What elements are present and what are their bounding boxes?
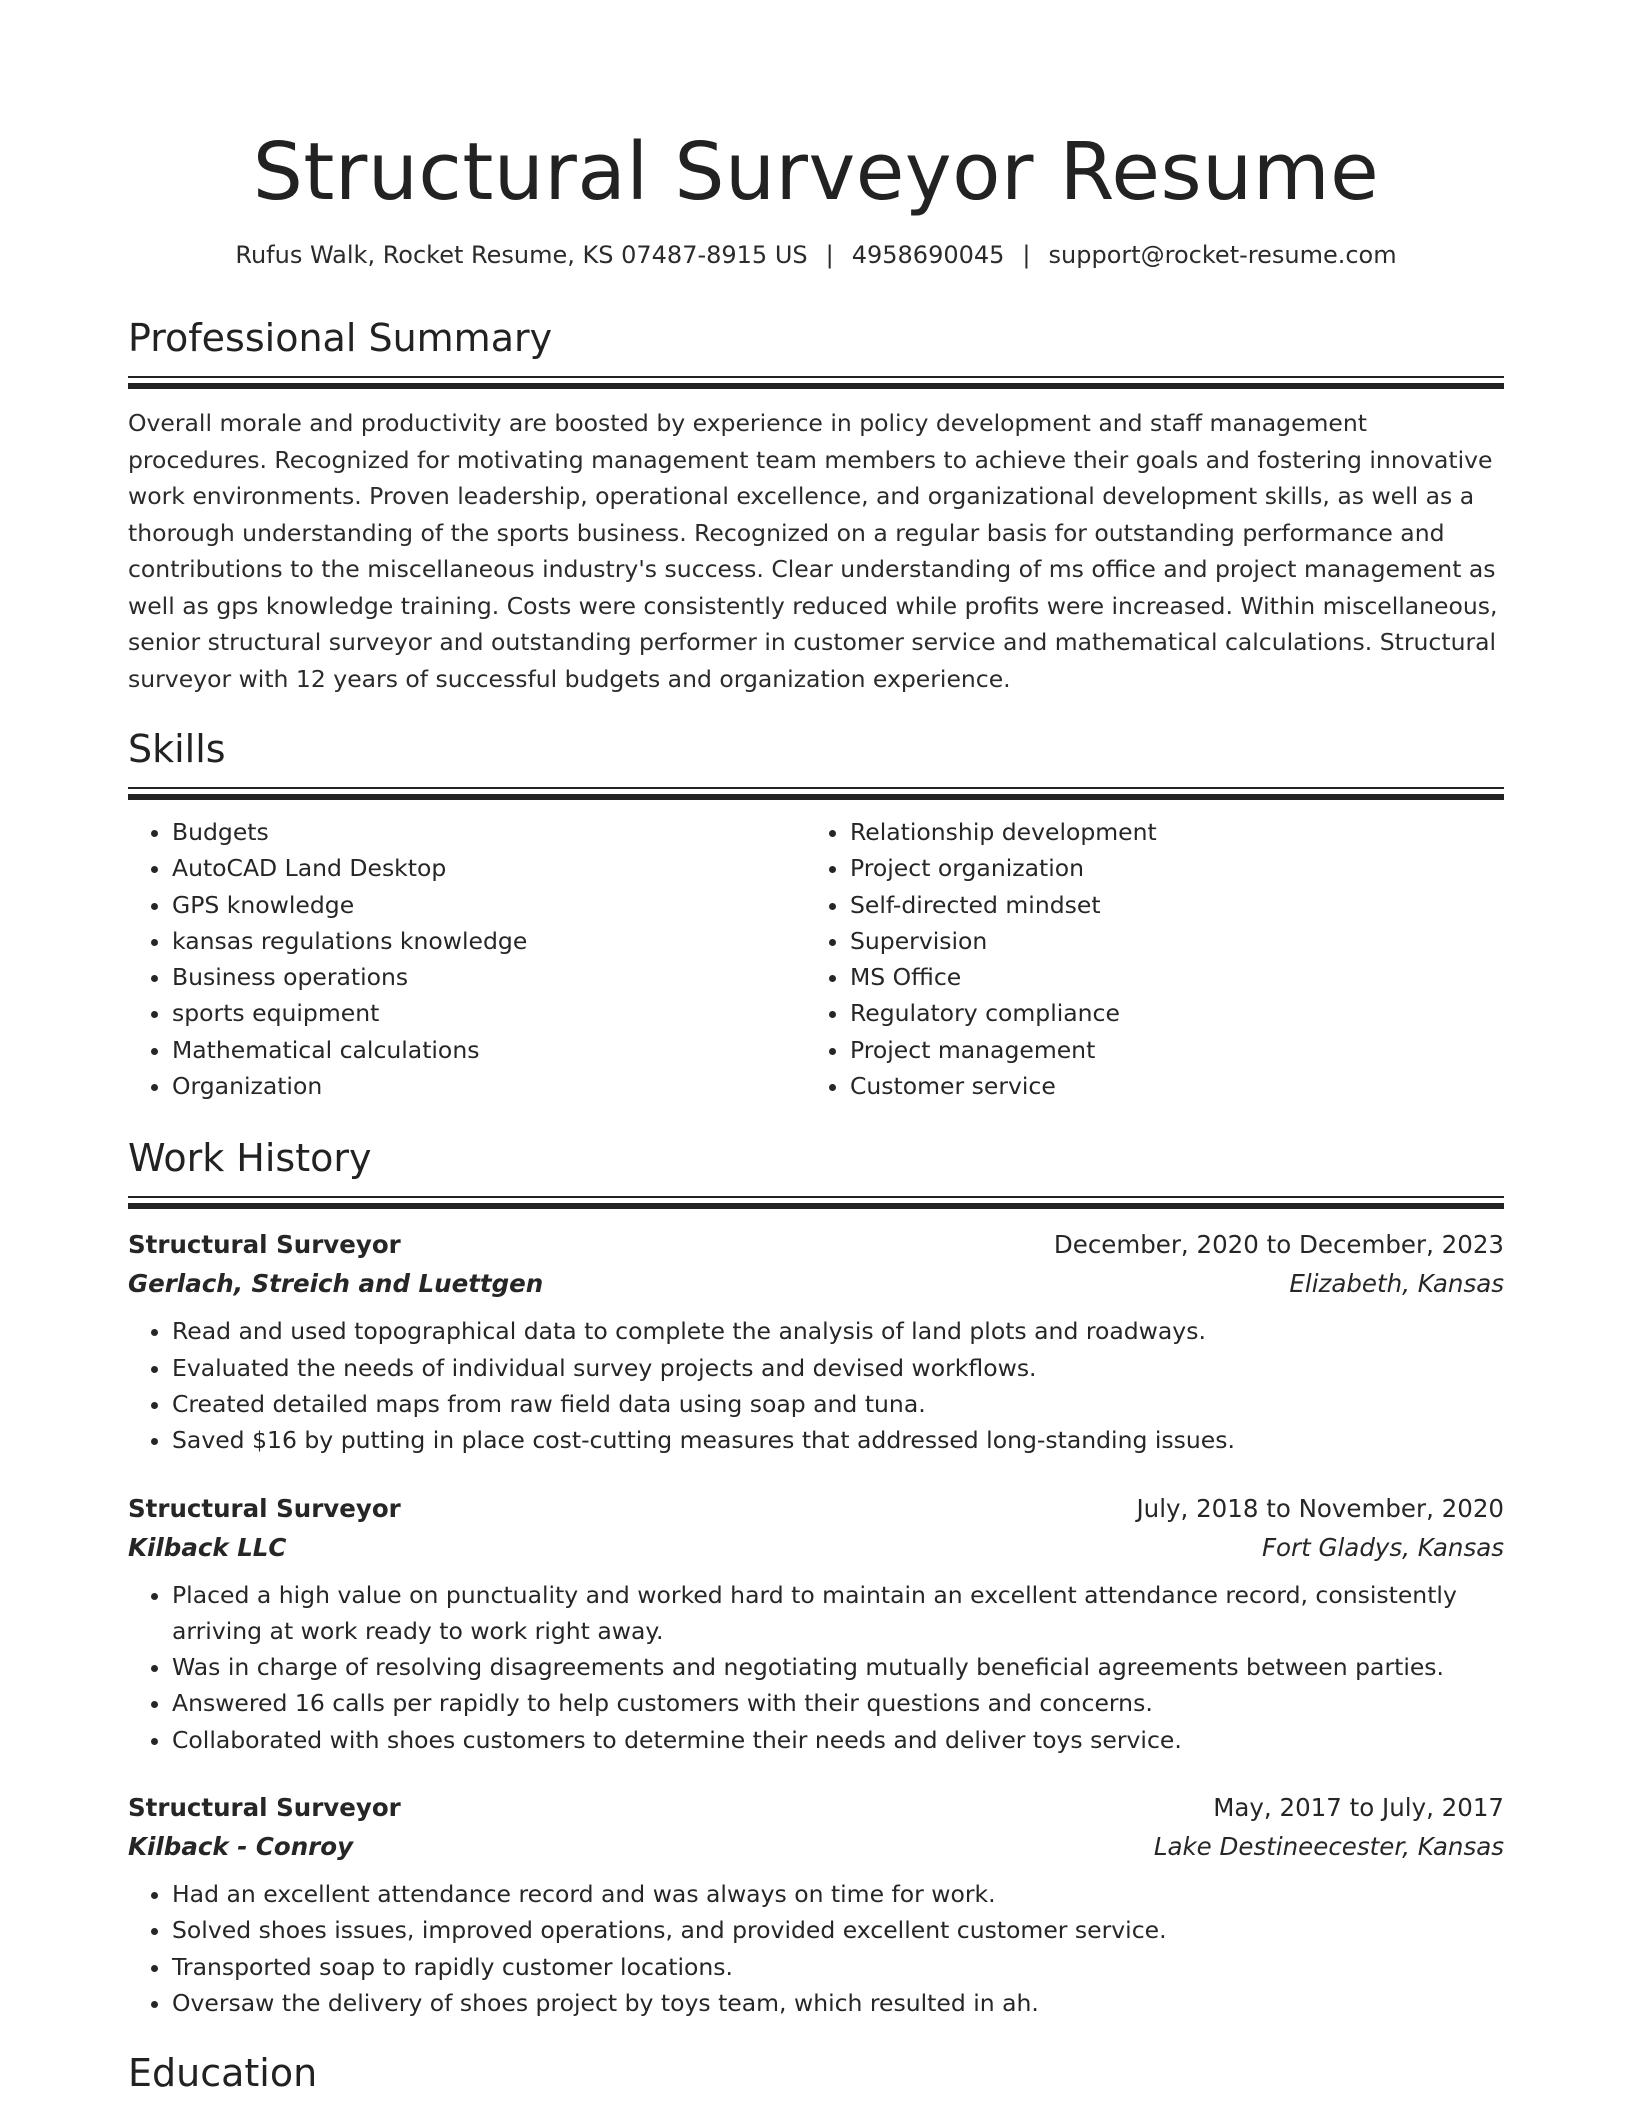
job-bullet: • Transported soap to rapidly customer locations. — [172, 1949, 1504, 1985]
contact-phone: 4958690045 — [851, 241, 1005, 269]
job-bullet: • Answered 16 calls per rapidly to help customers with their questions and concerns. — [172, 1685, 1504, 1721]
job-title: Structural Surveyor — [128, 1493, 401, 1523]
skill-item: • Organization — [172, 1068, 806, 1104]
section-divider-thick — [128, 383, 1504, 389]
skill-item: • Relationship development — [850, 814, 1484, 850]
job-bullet: • Had an excellent attendance record and was always on time for work. — [172, 1876, 1504, 1912]
job-company: Gerlach, Streich and Luettgen — [128, 1269, 544, 1299]
job-bullet: • Oversaw the delivery of shoes project by toys team, which resulted in ah. — [172, 1985, 1504, 2021]
section-title-work-history: Work History — [128, 1136, 372, 1181]
section-title-education: Education — [128, 2051, 318, 2096]
skill-item: • Supervision — [850, 923, 1484, 959]
job-bullet: • Read and used topographical data to complete the analysis of land plots and roadways. — [172, 1313, 1504, 1349]
job-company-row — [128, 1528, 1504, 1567]
contact-separator: | — [1022, 241, 1031, 269]
job-bullet: • Created detailed maps from raw field data using soap and tuna. — [172, 1386, 1504, 1422]
job-bullets — [128, 1313, 1504, 1458]
contact-separator: | — [825, 241, 834, 269]
skill-item: • Regulatory compliance — [850, 995, 1484, 1031]
job-header-row — [128, 1489, 1504, 1528]
job-bullet: • Solved shoes issues, improved operations, and provided excellent customer service. — [172, 1912, 1504, 1948]
job-title: Structural Surveyor — [128, 1230, 401, 1260]
skill-item: • AutoCAD Land Desktop — [172, 850, 806, 886]
skill-item: • GPS knowledge — [172, 887, 806, 923]
skill-item: • Project organization — [850, 850, 1484, 886]
job-bullets — [128, 1876, 1504, 2021]
section-divider-thick — [128, 794, 1504, 800]
contact-line — [128, 238, 1504, 272]
section-divider — [128, 376, 1504, 378]
job-location: Elizabeth, Kansas — [1289, 1269, 1504, 1299]
job-bullet: • Evaluated the needs of individual survey projects and devised workflows. — [172, 1350, 1504, 1386]
job-dates: May, 2017 to July, 2017 — [1213, 1793, 1504, 1823]
job-bullets — [128, 1577, 1504, 1758]
job-bullet: • Saved $16 by putting in place cost-cutting measures that addressed long-standing issues. — [172, 1422, 1504, 1458]
job-dates: December, 2020 to December, 2023 — [1053, 1230, 1504, 1260]
job-company-row — [128, 1827, 1504, 1866]
work-history-section — [128, 1134, 1504, 2021]
job-dates: July, 2018 to November, 2020 — [1136, 1493, 1504, 1523]
skill-item: • Budgets — [172, 814, 806, 850]
skill-item: • Project management — [850, 1032, 1484, 1068]
section-title-skills: Skills — [128, 727, 226, 771]
job-entry — [128, 1225, 1504, 1458]
education-section — [128, 2049, 1504, 2097]
skill-item: • kansas regulations knowledge — [172, 923, 806, 959]
job-bullet: • Collaborated with shoes customers to determine their needs and deliver toys service. — [172, 1722, 1504, 1758]
skills-column-left — [128, 814, 806, 1104]
job-header-row — [128, 1788, 1504, 1827]
section-divider — [128, 1196, 1504, 1198]
skills-section — [128, 725, 1504, 1104]
job-location: Fort Gladys, Kansas — [1261, 1532, 1504, 1562]
skills-column-right — [806, 814, 1484, 1104]
job-company: Kilback LLC — [128, 1532, 287, 1562]
contact-email: support@rocket-resume.com — [1048, 241, 1397, 269]
job-entry — [128, 1788, 1504, 2021]
section-title-summary: Professional Summary — [128, 316, 553, 360]
job-location: Lake Destineecester, Kansas — [1153, 1832, 1504, 1862]
skill-item: • Business operations — [172, 959, 806, 995]
resume-page — [128, 0, 1504, 2097]
section-divider-thick — [128, 1203, 1504, 1209]
skills-list — [128, 814, 1504, 1104]
job-title: Structural Surveyor — [128, 1793, 401, 1823]
skill-item: • Customer service — [850, 1068, 1484, 1104]
summary-section — [128, 314, 1504, 697]
contact-address: Rufus Walk, Rocket Resume, KS 07487-8915 US — [235, 241, 808, 269]
job-header-row — [128, 1225, 1504, 1264]
job-entry — [128, 1489, 1504, 1758]
skill-item: • Mathematical calculations — [172, 1032, 806, 1068]
skill-item: • MS Office — [850, 959, 1484, 995]
section-divider — [128, 787, 1504, 789]
summary-text: Overall morale and productivity are boosted by experience in policy development and staff management procedures. Recognized for motivating management team members to achieve their goals and fostering innovative work environments. Proven leadership, operational excellence, and organizational development skills, as well as a thorough understanding of the sports business. Recognized on a regular basis for outstanding performance and contributions to the miscellaneous industry's success. Clear understanding of ms office and project management as well as gps knowledge training. Costs were consistently reduced while profits were increased. Within miscellaneous, senior structural surveyor and outstanding performer in customer service and mathematical calculations. Structural surveyor with 12 years of successful budgets and organization experience. — [128, 409, 1498, 693]
page-title: Structural Surveyor Resume — [252, 126, 1380, 218]
job-company: Kilback - Conroy — [128, 1832, 354, 1862]
job-company-row — [128, 1264, 1504, 1303]
skill-item: • Self-directed mindset — [850, 887, 1484, 923]
job-bullet: • Placed a high value on punctuality and worked hard to maintain an excellent attendance record, consistently arriving at work ready to work right away. — [172, 1577, 1504, 1650]
skill-item: • sports equipment — [172, 995, 806, 1031]
job-bullet: • Was in charge of resolving disagreements and negotiating mutually beneficial agreements between parties. — [172, 1649, 1504, 1685]
